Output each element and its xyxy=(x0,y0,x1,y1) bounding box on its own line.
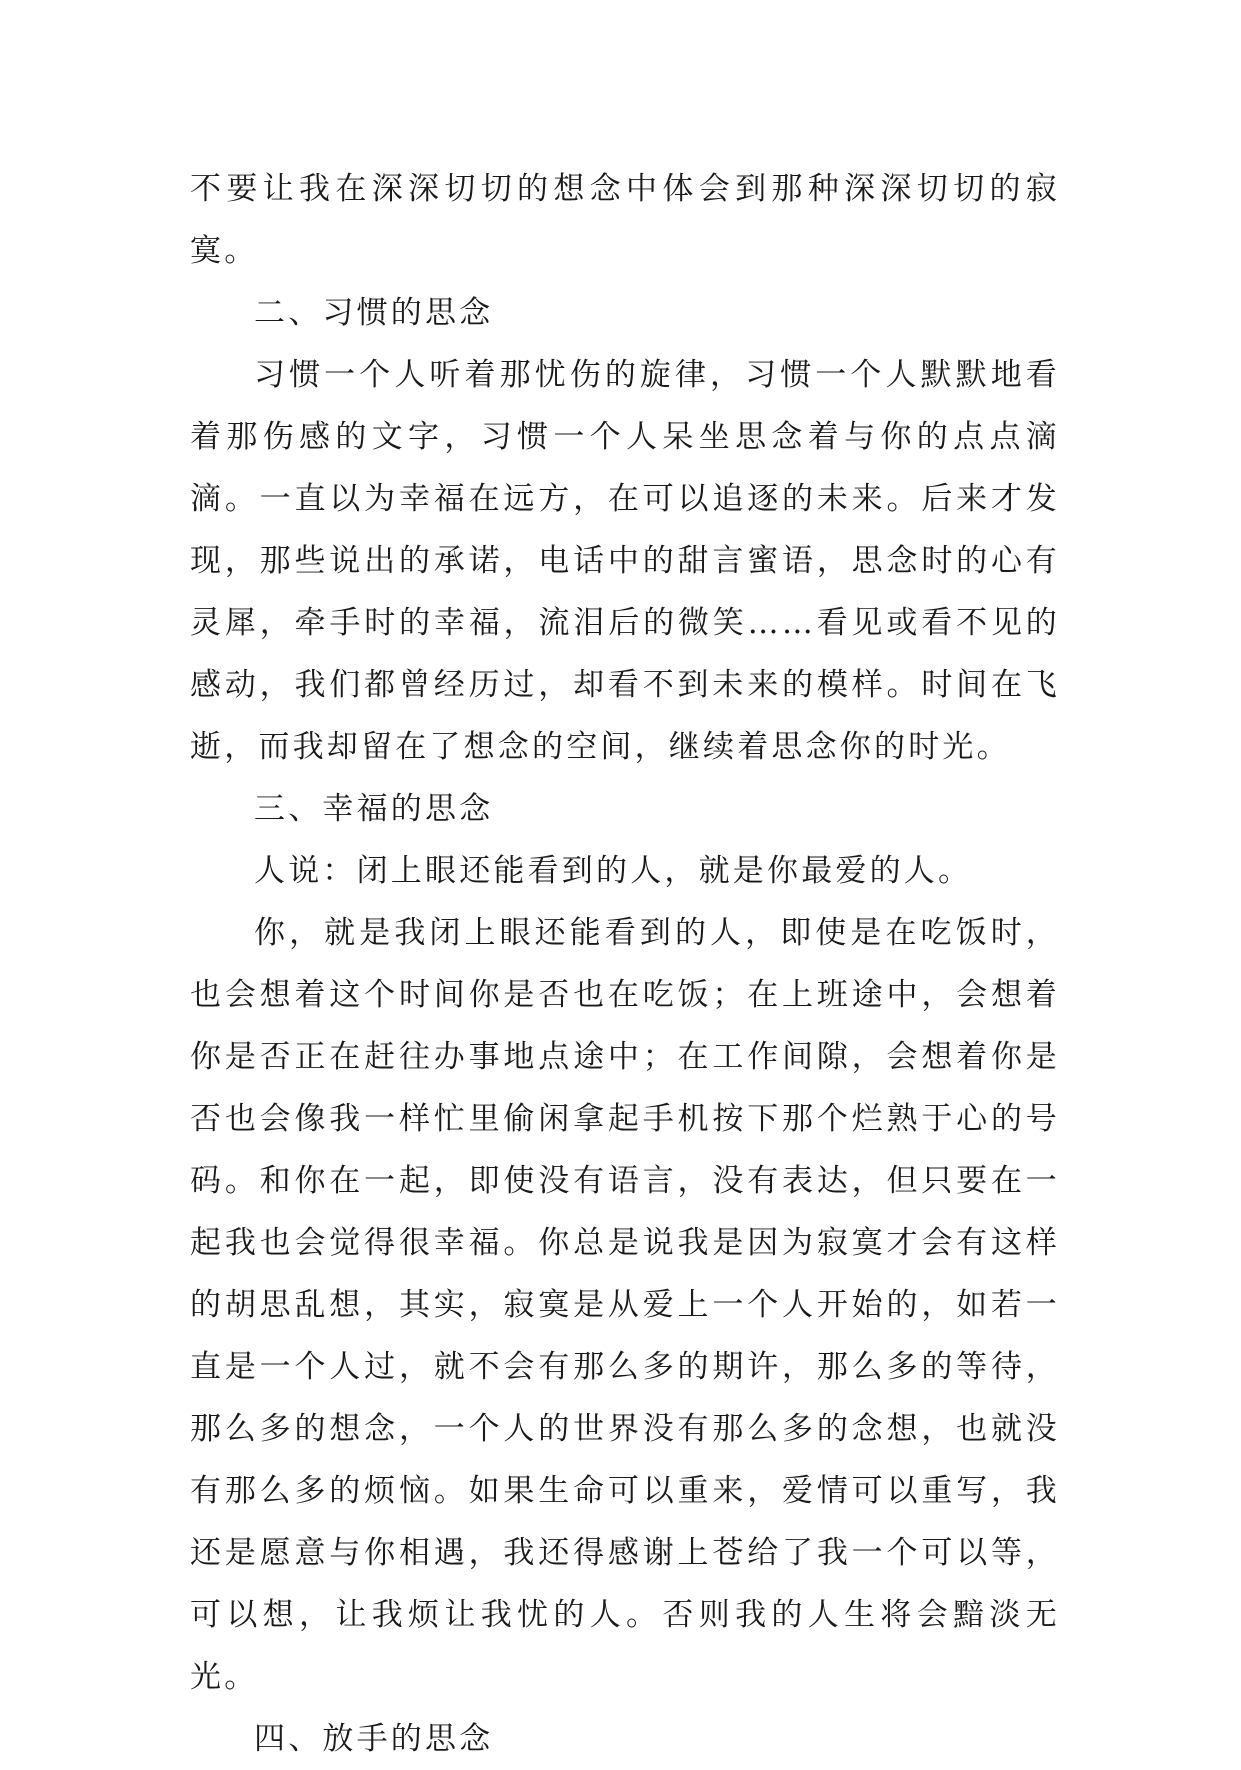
paragraph-continuation: 不要让我在深深切切的想念中体会到那种深深切切的寂寞。 xyxy=(190,171,1060,269)
section-heading-habit: 二、习惯的思念 xyxy=(254,295,494,331)
paragraph-habit: 习惯一个人听着那忧伤的旋律，习惯一个人默默地看着那伤感的文字，习惯一个人呆坐思念着与你的点点滴滴。一直以为幸福在远方，在可以追逐的未来。后来才发现，那些说出的承诺，电话中的甜言蜜语，思念时的心有灵犀，牵手时的幸福，流泪后的微笑……看见或看不见的感动，我们都曾经历过，却看不到未来的模样。时间在飞逝，而我却留在了想念的空间，继续着思念你的时光。 xyxy=(190,357,1060,765)
section-heading-letting-go: 四、放手的思念 xyxy=(254,1721,494,1757)
document-body xyxy=(190,158,1060,1770)
paragraph-happiness: 你，就是我闭上眼还能看到的人，即使是在吃饭时，也会想着这个时间你是否也在吃饭；在上班途中，会想着你是否正在赶往办事地点途中；在工作间隙，会想着你是否也会像我一样忙里偷闲拿起手机按下那个烂熟于心的号码。和你在一起，即使没有语言，没有表达，但只要在一起我也会觉得很幸福。你总是说我是因为寂寞才会有这样的胡思乱想，其实，寂寞是从爱上一个人开始的，如若一直是一个人过，就不会有那么多的期许，那么多的等待，那么多的想念，一个人的世界没有那么多的念想，也就没有那么多的烦恼。如果生命可以重来，爱情可以重写，我还是愿意与你相遇，我还得感谢上苍给了我一个可以等，可以想，让我烦让我忧的人。否则我的人生将会黯淡无光。 xyxy=(190,915,1060,1695)
paragraph-quote: 人说：闭上眼还能看到的人，就是你最爱的人。 xyxy=(254,853,973,889)
section-heading-happiness: 三、幸福的思念 xyxy=(254,791,494,827)
